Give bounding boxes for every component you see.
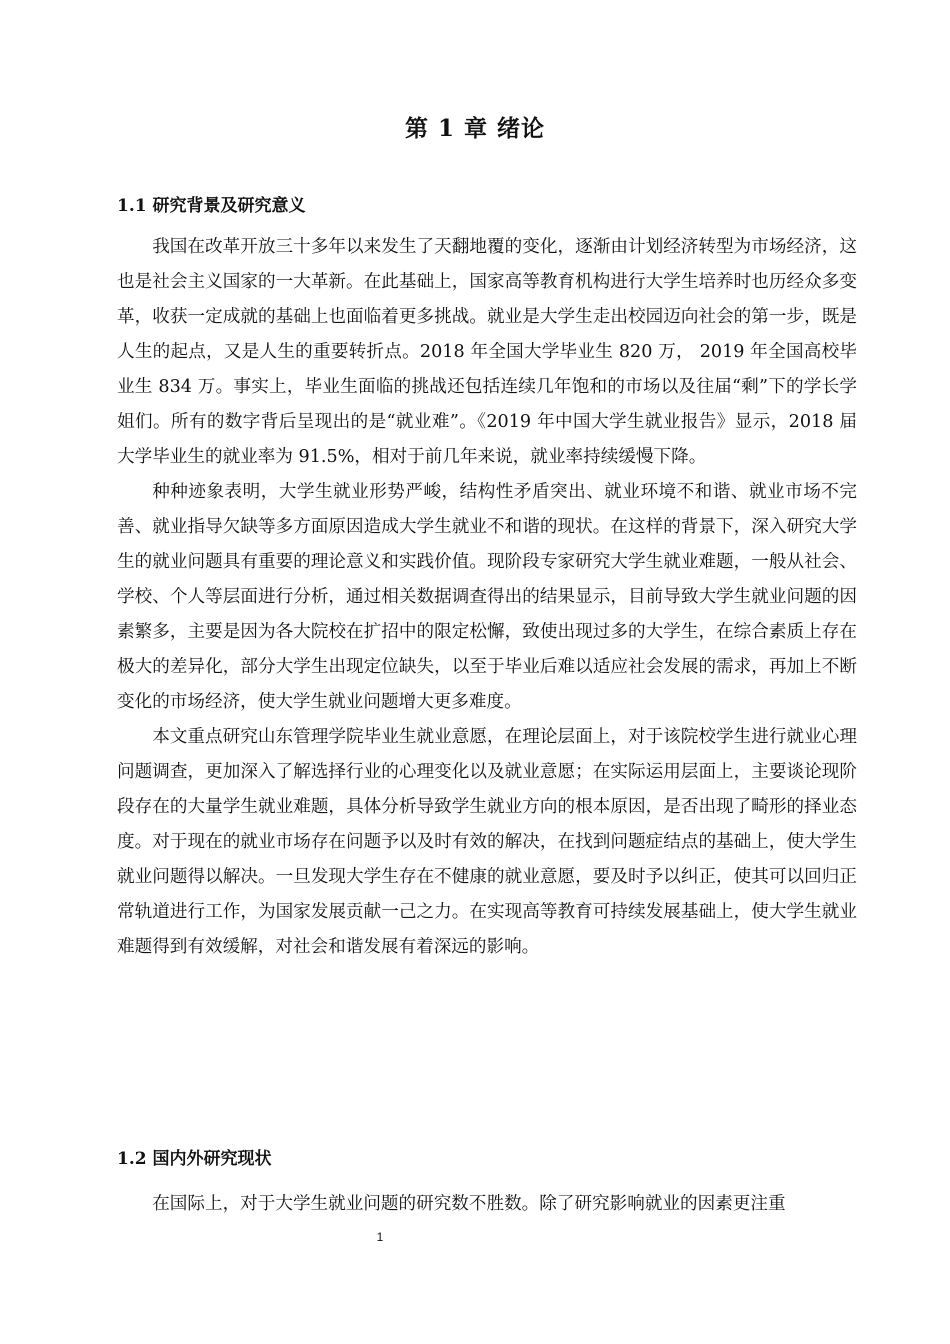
paragraph: 在国际上，对于大学生就业问题的研究数不胜数。除了研究影响就业的因素更注重 <box>152 1194 786 1214</box>
section-heading-1-1: 1.1 研究背景及研究意义 <box>117 196 306 216</box>
chapter-title: 第 1 章 绪论 <box>404 115 546 142</box>
section-1-1-body <box>117 230 857 965</box>
page-number: 1 <box>376 1230 384 1244</box>
section-1-2-body <box>117 1187 857 1222</box>
paragraph: 本文重点研究山东管理学院毕业生就业意愿，在理论层面上，对于该院校学生进行就业心理问题调查，更加深入了解选择行业的心理变化以及就业意愿；在实际运用层面上，主要谈论现阶段存在的大量学生就业难题，具体分析导致学生就业方向的根本原因，是否出现了畸形的择业态度。对于现在的就业市场存在问题予以及时有效的解决，在找到问题症结点的基础上，使大学生就业问题得以解决。一旦发现大学生存在不健康的就业意愿，要及时予以纠正，使其可以回归正常轨道进行工作，为国家发展贡献一己之力。在实现高等教育可持续发展基础上，使大学生就业难题得到有效缓解，对社会和谐发展有着深远的影响。 <box>117 727 857 957</box>
section-heading-1-2: 1.2 国内外研究现状 <box>117 1149 272 1169</box>
paragraph: 我国在改革开放三十多年以来发生了天翻地覆的变化，逐渐由计划经济转型为市场经济，这也是社会主义国家的一大革新。在此基础上，国家高等教育机构进行大学生培养时也历经众多变革，收获一定成就的基础上也面临着更多挑战。就业是大学生走出校园迈向社会的第一步，既是人生的起点，又是人生的重要转折点。2018 年全国大学毕业生 820 万， 2019 年全国高校毕业生 834 万。事实上，毕业生面临的挑战还包括连续几年饱和的市场以及往届“剩”下的学长学姐们。所有的数字背后呈现出的是“就业难”。《2019 年中国大学生就业报告》显示，2018 届大学毕业生的就业率为 91.5%，相对于前几年来说，就业率持续缓慢下降。 <box>117 237 857 467</box>
paragraph: 种种迹象表明，大学生就业形势严峻，结构性矛盾突出、就业环境不和谐、就业市场不完善、就业指导欠缺等多方面原因造成大学生就业不和谐的现状。在这样的背景下，深入研究大学生的就业问题具有重要的理论意义和实践价值。现阶段专家研究大学生就业难题，一般从社会、学校、个人等层面进行分析，通过相关数据调查得出的结果显示，目前导致大学生就业问题的因素繁多，主要是因为各大院校在扩招中的限定松懈，致使出现过多的大学生，在综合素质上存在极大的差异化，部分大学生出现定位缺失，以至于毕业后难以适应社会发展的需求，再加上不断变化的市场经济，使大学生就业问题增大更多难度。 <box>117 482 857 712</box>
